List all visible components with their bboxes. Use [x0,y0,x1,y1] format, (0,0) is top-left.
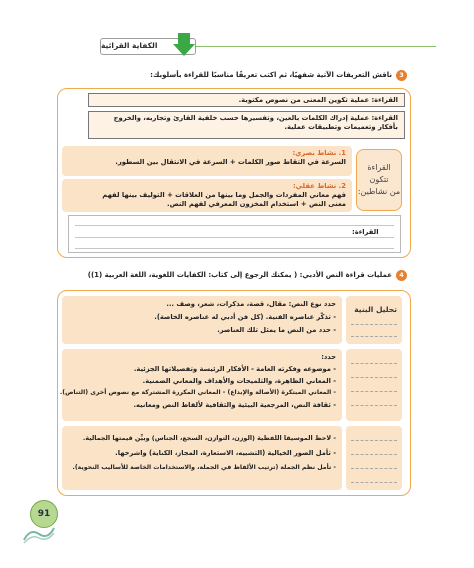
definition-2-line-1: القراءة: عملية إدراك الكلمات بالعين، وتفسيرها حسب خلفية القارئ وتجاربه، والخروج [113,114,398,122]
style-panel [62,426,342,490]
structure-line-2: - تذكّر عناصره الفنية. (كل فن أدبي له عناصره الخاصة). [154,313,336,322]
meaning-answer-column[interactable] [346,349,402,421]
answer-line [75,237,394,238]
question-number-3: 3 [396,70,407,81]
side-label-line-1: القراءة تتكون [367,163,391,184]
answer-line [351,405,397,406]
style-line-3: - تأمل نظم الجملة (ترتيب الألفاظ في الجملة، والاستخدامات الخاصة للأساليب النحوية). [72,463,336,471]
side-label-line-2: من نشاطين: [357,187,401,196]
meaning-line-5: - ثقافة النص، المرجعية البيئية والثقافية لألفاظ النص ومعانيه. [133,400,336,409]
mental-activity-panel [62,179,352,212]
answer-line [351,482,397,483]
meaning-panel [59,349,342,421]
answer-line [75,248,394,249]
meaning-line-1: حدد: [321,353,336,361]
structure-line-3: - حدد من النص ما يمثل تلك العناصر. [217,326,336,335]
meaning-line-3: - المعاني الظاهرة، والتلميحات والأهداف والمعاني الضمنية. [142,377,336,386]
answer-line [351,391,397,392]
definition-2 [88,111,405,139]
question-3-text: ناقش التعريفات الآتية شفهيًا، ثم اكتب تعريفًا مناسبًا للقراءة بأسلوبك: [150,71,392,79]
visual-activity-text: السرعة في التقاط صور الكلمات + السرعة في الانتقال بين السطور. [115,158,346,167]
answer-line [351,377,397,378]
visual-activity-title: 1. نشاط بصري: [292,149,346,157]
structure-line-1: حدد نوع النص: مقال، قصة، مذكرات، شعر، وصف ... [166,300,336,308]
mental-activity-title: 2. نشاط عقلي: [292,182,346,190]
ministry-logo-icon [22,524,56,544]
answer-line [351,440,397,441]
mental-activity-line-2: معنى النص + استخدام المخزون المعرفي لفهم النص. [166,200,346,209]
answer-line [351,468,397,469]
mental-activity-line-1: فهم معاني المفردات والجمل وما بينها من العلاقات + التوليف بينها لفهم [102,191,346,200]
section-tab-label: الكفاية القرائية [101,41,158,51]
meaning-line-4: - المعاني المبتكرة (الأصالة والإبداع) - المعاني المكررة المشتركة مع نصوص أخرى (التناص). [59,389,336,397]
style-line-1: - لاحظ الموسيقا اللفظية (الوزن، التوازن، السجع، الجناس) وبيِّن قيمتها الجمالية. [82,434,336,442]
answer-line [351,363,397,364]
answer-line [75,225,394,226]
down-arrow-icon [172,33,196,57]
meaning-line-2: - موضوعه وفكرته العامة - الأفكار الرئيسة وتفصيلاتها الجزئية. [133,365,336,374]
question-4-text: عمليات قراءة النص الأدبي: ( يمكنك الرجوع إلى كتاب: الكفايات اللغوية، اللغة العربية (1)) [87,271,392,279]
page-number: 91 [30,500,58,528]
structure-analysis-column [346,296,402,344]
definition-1: القراءة: عملية تكوين المعنى من نصوص مكتوبة. [88,93,405,107]
answer-line [351,324,397,325]
structure-panel [62,296,342,344]
answer-line [351,336,397,337]
structure-analysis-label: تحليل البنية [354,305,397,314]
definition-2-line-2: بأفكار وتعميمات وتطبيقات عملية. [284,123,398,132]
question-number-4: 4 [396,270,407,281]
style-line-2: - تأمل الصور الخيالية (التشبيه، الاستعارة، المجاز، الكناية) واشرحها. [115,448,336,457]
style-answer-column[interactable] [346,426,402,490]
answer-label: القراءة: [352,228,379,236]
visual-activity-panel [62,146,352,176]
answer-line [351,454,397,455]
reading-two-activities-label [356,149,402,211]
